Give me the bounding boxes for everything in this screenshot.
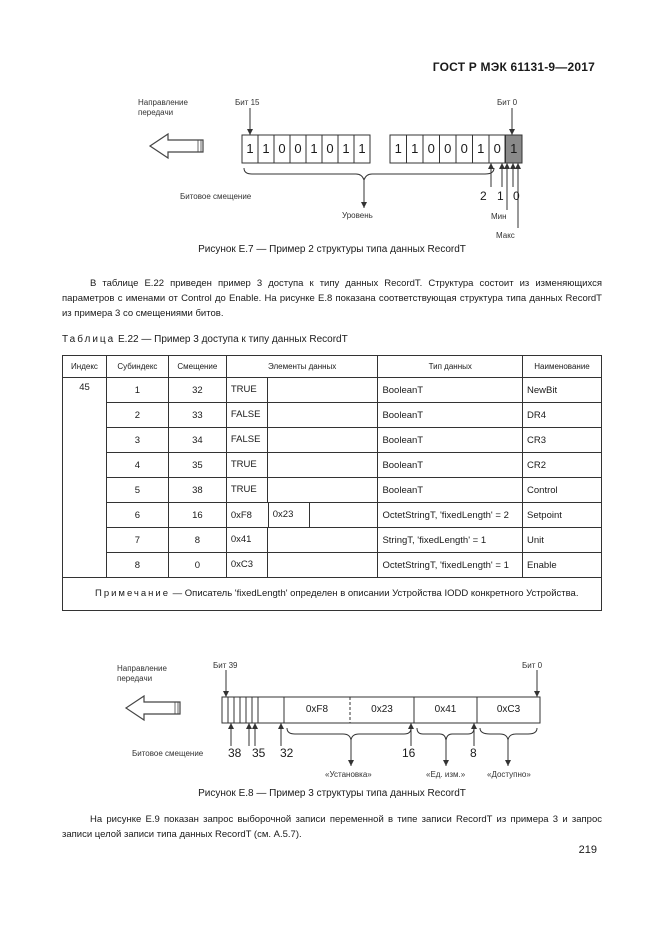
bit-value: 1 [310, 141, 318, 156]
bit-value: 0 [493, 141, 501, 156]
cell-name: Enable [523, 553, 602, 578]
cell-data-type: BooleanT [378, 403, 523, 428]
table-header-row [63, 356, 602, 378]
cell-index: 45 [63, 378, 107, 578]
fig8-cell-c3: 0xC3 [496, 704, 521, 715]
fig7-offset-label: Битовое смещение [180, 192, 252, 201]
fig7-direction-label: Направление передачи [138, 98, 188, 117]
bit-value: 1 [411, 141, 419, 156]
fig8-label-setpoint: «Установка» [325, 770, 372, 779]
fig7-bit-high: Бит 15 [235, 98, 260, 107]
header-data-type: Тип данных [378, 356, 523, 378]
cell-data-element: TRUE [226, 378, 378, 403]
figure-e8 [0, 650, 661, 790]
cell-name: DR4 [523, 403, 602, 428]
cell-data-element: TRUE [226, 478, 378, 503]
table-row [63, 553, 602, 578]
cell-data-element: FALSE [226, 403, 378, 428]
bit-value: 0 [460, 141, 468, 156]
table-caption: Таблица Е.22 — Пример 3 доступа к типу данных RecordT [62, 334, 348, 345]
bit-value: 0 [427, 141, 435, 156]
cell-offset: 32 [168, 378, 226, 403]
bit-value: 1 [394, 141, 402, 156]
bit-value: 0 [294, 141, 302, 156]
table-note-row [63, 578, 602, 611]
direction-arrow-icon [126, 696, 180, 720]
cell-subindex: 8 [106, 553, 168, 578]
cell-data-element: 0x41 [226, 528, 378, 553]
header-index: Индекс [63, 356, 107, 378]
cell-subindex: 2 [106, 403, 168, 428]
cell-subindex: 1 [106, 378, 168, 403]
table-row [63, 528, 602, 553]
cell-data-type: BooleanT [378, 428, 523, 453]
bit-value: 0 [444, 141, 452, 156]
figure-e7 [0, 0, 661, 260]
cell-data-element: FALSE [226, 428, 378, 453]
direction-arrow-icon [150, 134, 203, 158]
fig7-level-label: Уровень [342, 211, 373, 220]
cell-name: CR3 [523, 428, 602, 453]
cell-name: NewBit [523, 378, 602, 403]
cell-name: CR2 [523, 453, 602, 478]
standard-header: ГОСТ Р МЭК 61131-9—2017 [432, 60, 595, 74]
data-table [62, 355, 602, 611]
cell-data-type: BooleanT [378, 378, 523, 403]
cell-offset: 16 [168, 503, 226, 528]
figure8-caption: Рисунок Е.8 — Пример 3 структуры типа данных RecordT [198, 788, 466, 799]
paragraph-2: На рисунке Е.9 показан запрос выборочной записи переменной в типе записи RecordT из примера 3 и запрос записи целой записи типа данных RecordT (см. А.5.7). [62, 814, 602, 840]
bit-value: 1 [510, 141, 518, 156]
fig8-cell-41: 0x41 [434, 704, 457, 715]
cell-data-type: BooleanT [378, 453, 523, 478]
cell-subindex: 5 [106, 478, 168, 503]
figure7-caption: Рисунок Е.7 — Пример 2 структуры типа данных RecordT [198, 244, 466, 255]
table-row [63, 503, 602, 528]
cell-subindex: 7 [106, 528, 168, 553]
bit-value: 0 [278, 141, 286, 156]
fig7-offset-2: 2 [480, 189, 487, 203]
fig8-bit-low: Бит 0 [522, 661, 543, 670]
header-data-elements: Элементы данных [226, 356, 378, 378]
fig8-label-enable: «Доступно» [487, 770, 531, 779]
cell-subindex: 6 [106, 503, 168, 528]
fig7-offset-1: 1 [497, 189, 504, 203]
cell-offset: 34 [168, 428, 226, 453]
fig7-max-label: Макс [496, 231, 515, 240]
fig8-direction-label: Направление передачи [117, 664, 167, 683]
cell-data-type: StringT, 'fixedLength' = 1 [378, 528, 523, 553]
cell-name: Control [523, 478, 602, 503]
page-number: 219 [578, 844, 597, 856]
fig8-cell-23: 0x23 [371, 704, 393, 715]
table-row [63, 453, 602, 478]
cell-offset: 35 [168, 453, 226, 478]
bit-value: 1 [246, 141, 254, 156]
cell-data-element: 0xC3 [226, 553, 378, 578]
table-row [63, 428, 602, 453]
fig7-bit-low: Бит 0 [497, 98, 518, 107]
fig8-cell-f8: 0xF8 [305, 704, 329, 715]
cell-data-type: BooleanT [378, 478, 523, 503]
fig8-label-unit: «Ед. изм.» [426, 770, 466, 779]
header-name: Наименование [523, 356, 602, 378]
fig8-offset-16: 16 [402, 746, 416, 760]
bit-value: 1 [262, 141, 270, 156]
cell-data-element-2: 0x23 [268, 503, 378, 528]
cell-name: Unit [523, 528, 602, 553]
paragraph-1: В таблице Е.22 приведен пример 3 доступа к типу данных RecordT. Структура состоит из изменяющихся параметров с именами от Control до Enable. На рисунке Е.8 показана соответствующая структура типа данных RecordT из примера 3 со смещениями битов. [62, 278, 602, 319]
cell-offset: 8 [168, 528, 226, 553]
cell-offset: 0 [168, 553, 226, 578]
cell-subindex: 3 [106, 428, 168, 453]
cell-data-element: TRUE [226, 453, 378, 478]
fig8-offset-38: 38 [228, 746, 242, 760]
fig8-offset-35: 35 [252, 746, 266, 760]
bit-value: 0 [326, 141, 334, 156]
fig7-bits-high [242, 141, 370, 157]
header-subindex: Субиндекс [106, 356, 168, 378]
cell-name: Setpoint [523, 503, 602, 528]
bit-value: 1 [342, 141, 350, 156]
fig7-offset-0: 0 [513, 189, 520, 203]
cell-offset: 38 [168, 478, 226, 503]
cell-data-type: OctetStringT, 'fixedLength' = 2 [378, 503, 523, 528]
fig8-bit-high: Бит 39 [213, 661, 238, 670]
fig8-offset-label: Битовое смещение [132, 749, 204, 758]
bit-value: 1 [477, 141, 485, 156]
table-row [63, 478, 602, 503]
cell-data-element: 0xF8 [226, 503, 268, 528]
cell-data-type: OctetStringT, 'fixedLength' = 1 [378, 553, 523, 578]
fig7-min-label: Мин [491, 212, 507, 221]
table-row [63, 403, 602, 428]
header-offset: Смещение [168, 356, 226, 378]
table-note: Примечание — Описатель 'fixedLength' определен в описании Устройства IODD конкретного Устройства. [63, 578, 602, 611]
cell-offset: 33 [168, 403, 226, 428]
fig8-offset-32: 32 [280, 746, 294, 760]
fig8-offset-8: 8 [470, 746, 477, 760]
table-row [63, 378, 602, 403]
fig7-bits-low [390, 141, 522, 157]
bit-value: 1 [358, 141, 366, 156]
cell-subindex: 4 [106, 453, 168, 478]
